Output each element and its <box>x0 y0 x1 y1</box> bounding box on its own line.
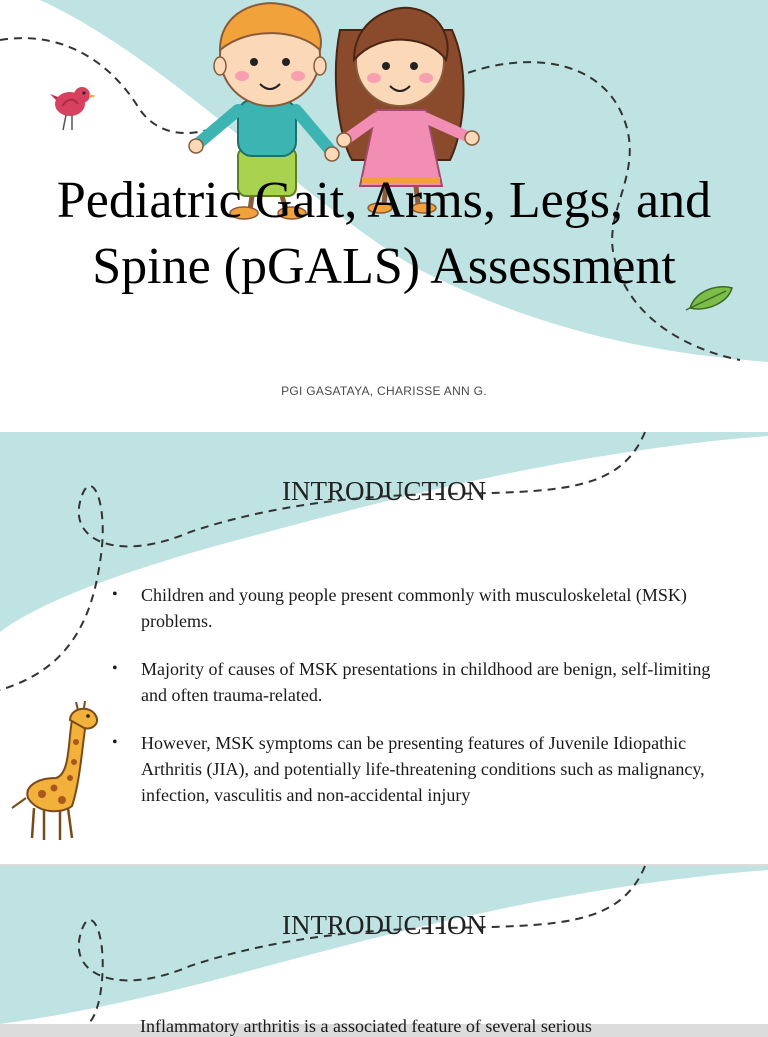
slide-title <box>0 0 768 432</box>
list-item: • Children and young people present commonly with musculoskeletal (MSK) problems. <box>112 582 732 634</box>
author-name: PGI GASATAYA, CHARISSE ANN G. <box>281 384 487 398</box>
section-heading: INTRODUCTION <box>282 476 486 506</box>
section-heading: INTRODUCTION <box>282 910 486 940</box>
slide-introduction <box>0 432 768 864</box>
cut-off-text: Inflammatory arthritis is a associated feature of several serious <box>140 1016 592 1036</box>
list-item: • Majority of causes of MSK presentations in childhood are benign, self-limiting and often trauma-related. <box>112 656 732 708</box>
slide-introduction-continued <box>0 866 768 1036</box>
list-item: • However, MSK symptoms can be presenting features of Juvenile Idiopathic Arthritis (JIA), and potentially life-threatening conditions such as malignancy, infection, vasculitis and non-accidental injury <box>112 730 732 808</box>
bird-icon <box>50 84 98 136</box>
bullet-list <box>112 582 732 830</box>
presentation-title: Pediatric Gait, Arms, Legs, and Spine (pGALS) Assessment <box>56 172 712 295</box>
slide3-background <box>0 866 768 1024</box>
giraffe-illustration <box>8 702 104 844</box>
